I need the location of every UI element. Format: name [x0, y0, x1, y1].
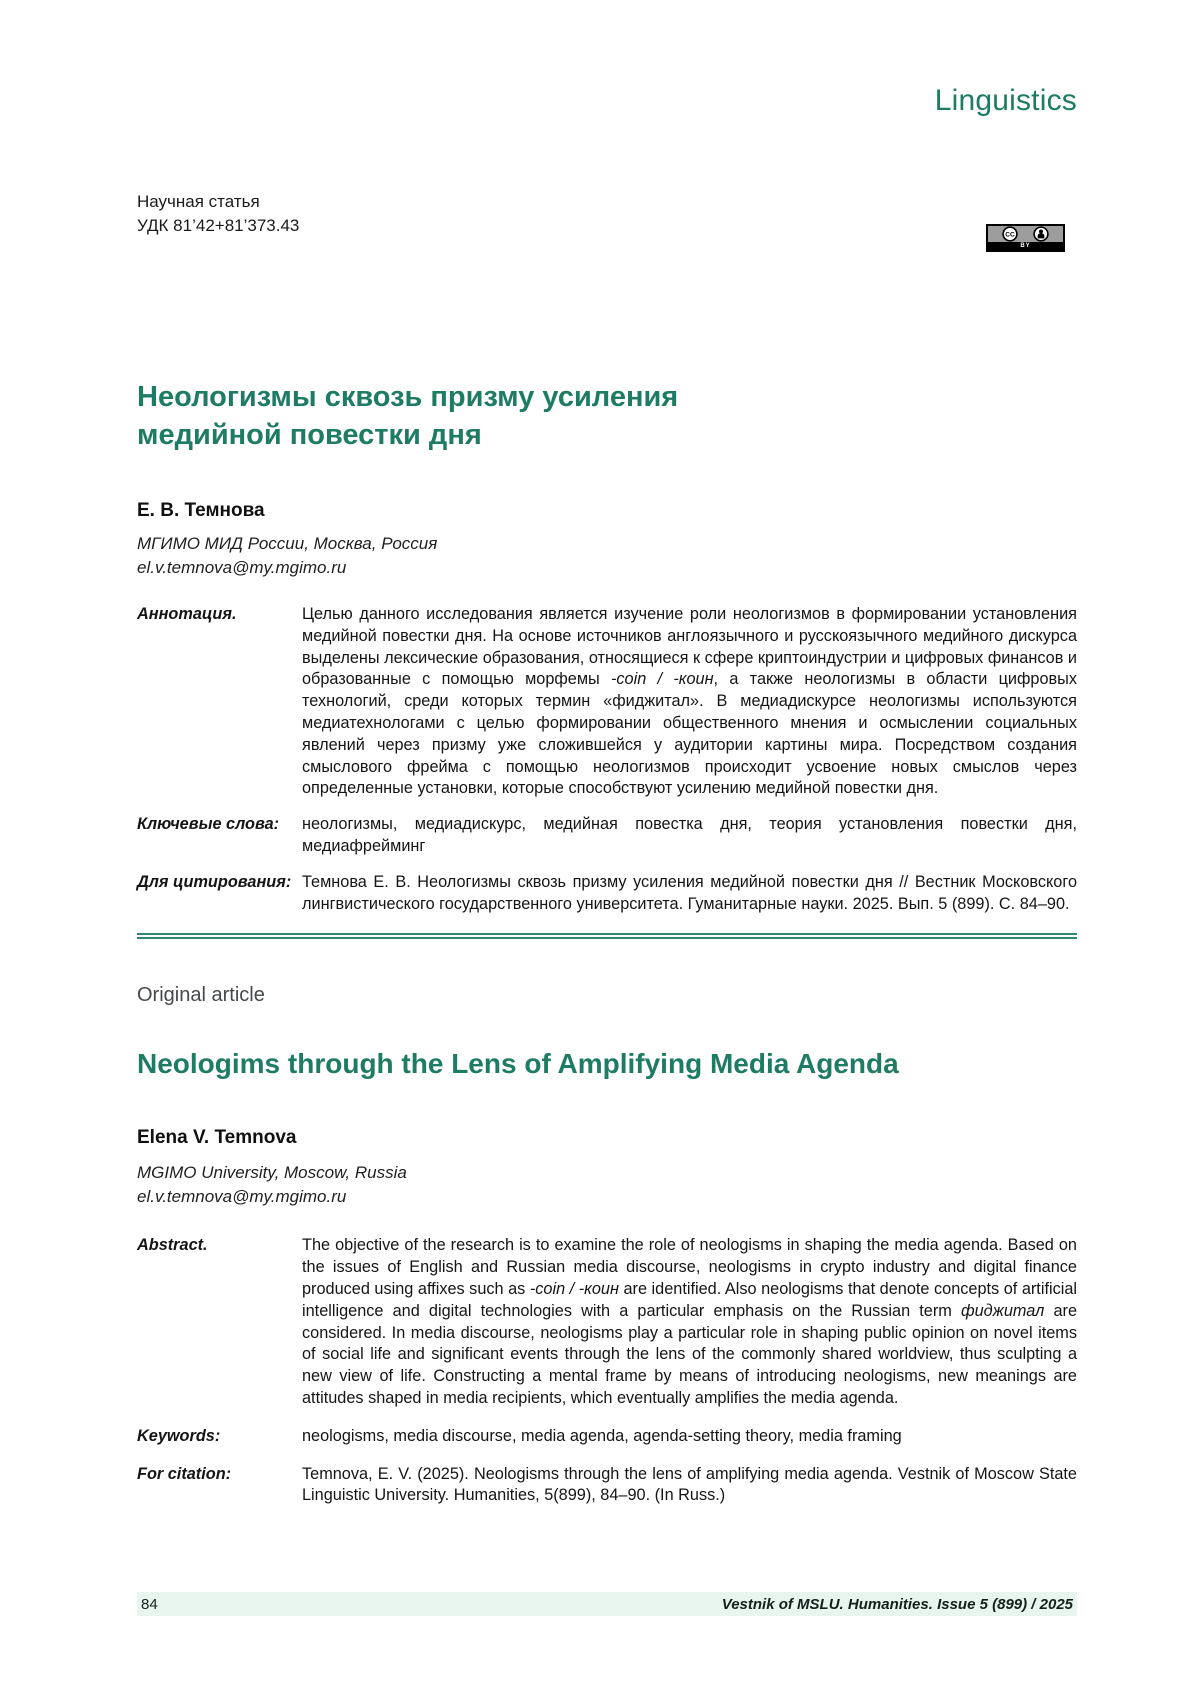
- author-email-en[interactable]: el.v.temnova@my.mgimo.ru: [137, 1187, 347, 1207]
- page-footer: [137, 1592, 1077, 1616]
- citation-text-ru: Темнова Е. В. Неологизмы сквозь призму усиления медийной повестки дня // Вестник Московского лингвистического государственного университета. Гуманитарные науки. 2025. Вып. 5 (899). С. 84–90.: [302, 872, 1077, 913]
- abstract-label-ru: Аннотация.: [137, 605, 237, 623]
- affiliation-en: MGIMO University, Moscow, Russia: [137, 1163, 407, 1183]
- author-name-ru: Е. В. Темнова: [137, 500, 265, 521]
- abstract-text-en: The objective of the research is to examine the role of neologisms in shaping the media agenda. Based on the issues of English and Russian media discourse, neologisms in crypto industry and digital finance produced using affixes such as -coin / -коин are identified. Also neologisms that denote concepts of artificial intelligence and digital technologies with a particular emphasis on the Russian term фиджитал are considered. In media discourse, neologisms play a particular role in shaping public opinion on novel items of social life and significant events through the lens of the commonly shared worldview, thus sculpting a new view of life. Constructing a mental frame by means of introducing neologisms, new meanings are attitudes shaped in media recipients, which eventually amplifies the media agenda.: [302, 1236, 1078, 1407]
- author-name-en: Elena V. Temnova: [137, 1127, 297, 1149]
- citation-label-ru: Для цитирования:: [137, 872, 292, 891]
- citation-row-en: [137, 1464, 1077, 1508]
- journal-issue-line: Vestnik of MSLU. Humanities. Issue 5 (899) / 2025: [721, 1595, 1073, 1613]
- author-affiliation-block-en: [137, 1161, 1077, 1209]
- keywords-row-ru: [137, 814, 1077, 858]
- udc-code: УДК 81’42+81’373.43: [137, 216, 300, 235]
- keywords-label-en: Keywords:: [137, 1426, 221, 1445]
- author-email-ru[interactable]: el.v.temnova@my.mgimo.ru: [137, 558, 347, 577]
- cc-badge-icons: [988, 226, 1063, 242]
- abstract-label-en: Abstract.: [137, 1236, 208, 1255]
- affiliation-ru: МГИМО МИД России, Москва, Россия: [137, 534, 438, 553]
- article-type-en: Original article: [137, 984, 265, 1007]
- cc-by-license-badge[interactable]: [986, 224, 1065, 252]
- article-title-ru: Неологизмы сквозь призму усиления медийной повестки дня: [137, 381, 679, 451]
- abstract-row-ru: [137, 604, 1077, 800]
- page-number: 84: [141, 1595, 158, 1613]
- keywords-label-ru: Ключевые слова:: [137, 815, 280, 834]
- keywords-row-en: [137, 1426, 1077, 1448]
- journal-section-label: Linguistics: [934, 84, 1077, 117]
- article-content: [137, 0, 1077, 1507]
- article-type-ru: Научная статья: [137, 192, 260, 211]
- keywords-text-ru: неологизмы, медиадискурс, медийная повестка дня, теория установления повестки дня, медиафрейминг: [302, 815, 1077, 855]
- citation-label-en: For citation:: [137, 1464, 232, 1483]
- citation-row-ru: [137, 872, 1077, 916]
- abstract-text-ru: Целью данного исследования является изучение роли неологизмов в формировании установления медийной повестки дня. На основе источников англоязычного и русскоязычного медийного дискурса выделены лексические образования, относящиеся к сфере криптоиндустрии и цифровых финансов и образованные с помощью морфемы -coin / -коин, а также неологизмы в области цифровых технологий, среди которых термин «фиджитал». В медиадискурсе неологизмы используются медиатехнологами с целью формировании общественного мнения и осмыслении социальных явлений через призму уже сложившейся у аудитории картины мира. Посредством создания смыслового фрейма с помощью неологизмов происходит усвоение новых смыслов через определенные установки, которые способствуют усилению медийной повестки дня.: [302, 605, 1077, 798]
- cc-icon: [1002, 226, 1018, 242]
- author-affiliation-block-ru: [137, 532, 1077, 580]
- person-icon: [1033, 226, 1049, 242]
- article-meta: [137, 190, 1077, 302]
- article-title-en: Neologims through the Lens of Amplifying Media Agenda: [137, 1048, 899, 1080]
- abstract-row-en: [137, 1235, 1077, 1409]
- cc-by-label: BY: [988, 242, 1063, 250]
- section-divider: [137, 933, 1077, 939]
- keywords-text-en: neologisms, media discourse, media agenda, agenda-setting theory, media framing: [302, 1426, 902, 1445]
- svg-text:CC: CC: [1005, 231, 1015, 239]
- citation-text-en: Temnova, E. V. (2025). Neologisms through the lens of amplifying media agenda. Vestnik of Moscow State Linguistic University. Humanities, 5(899), 84–90. (In Russ.): [302, 1464, 1077, 1505]
